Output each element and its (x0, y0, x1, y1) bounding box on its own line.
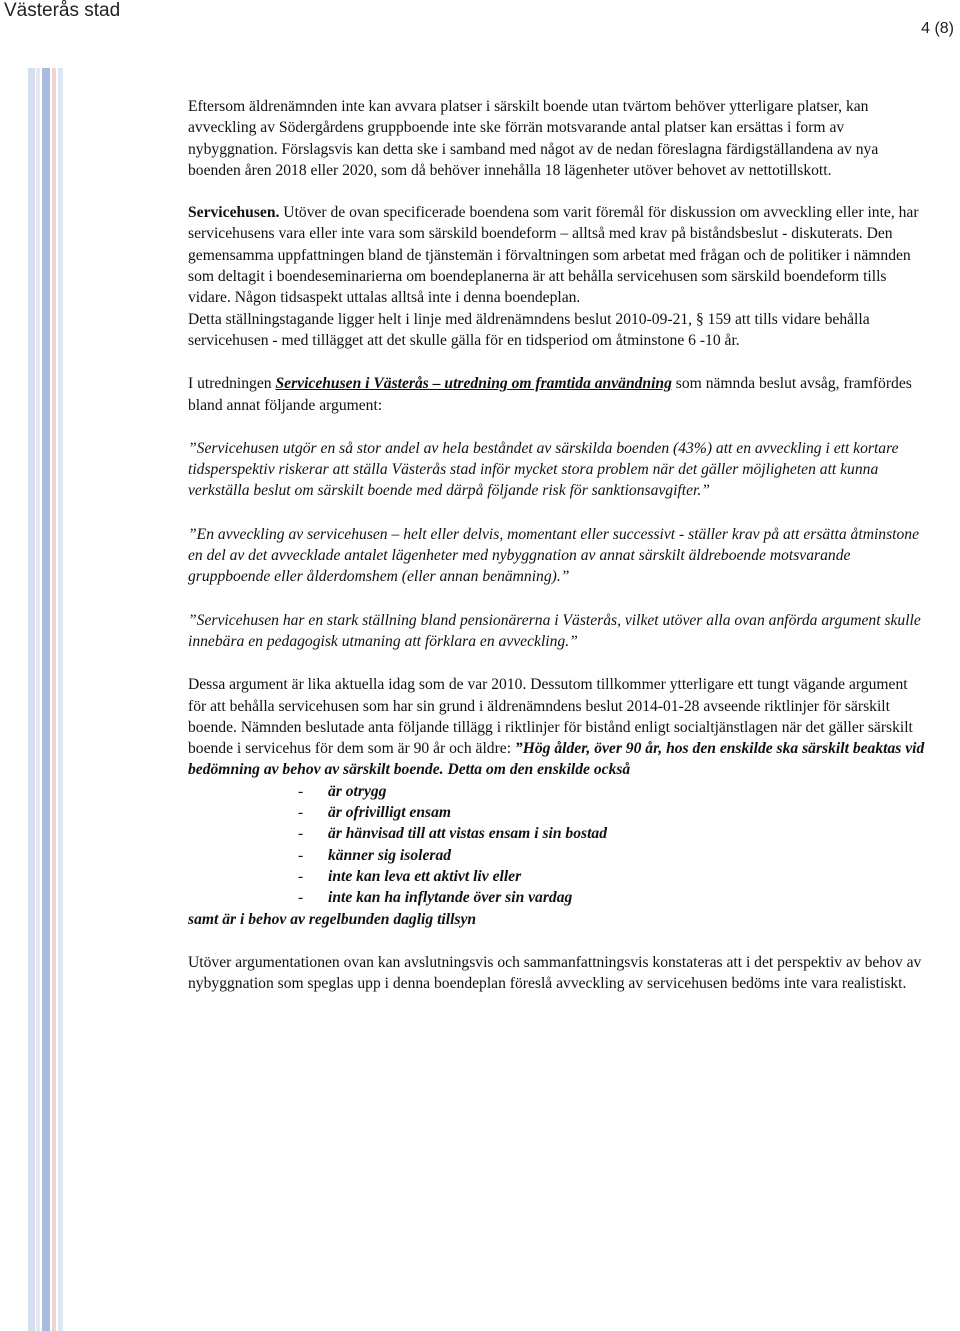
stripe-3 (42, 68, 50, 1331)
stripe-4 (52, 68, 56, 1331)
list-item (298, 781, 928, 802)
paragraph-sodergarden: Eftersom äldrenämnden inte kan avvara platser i särskilt boende utan tvärtom behöver ytterligare platser, kan avveckling av Södergårdens gruppboende inte ske förrän motsvarande antal platser kan ersättas i form av nybyggnation. Förslagsvis kan detta ske i samband med något av de nedan föreslagna färdigställandena av nya boenden åren 2018 eller 2020, som då behöver innehålla 18 lägenheter utöver behovet av nettotillskott. (188, 98, 879, 179)
list-item (298, 845, 928, 866)
paragraph-investigation (188, 373, 928, 416)
list-tail: samt är i behov av regelbunden daglig tillsyn (188, 910, 477, 928)
list-item-text: inte kan ha inflytande över sin vardag (328, 889, 573, 907)
list-dash: - (298, 846, 304, 864)
list-item (298, 823, 928, 844)
list-item (298, 887, 928, 908)
investigation-post: som nämnda beslut avsåg, framfördes bland annat följande argument: (188, 375, 912, 414)
page-number: 4 (8) (921, 20, 954, 37)
paragraph-servicehusen (188, 202, 928, 308)
paragraph-conclusion: Utöver argumentationen ovan kan avslutningsvis och sammanfattningsvis konstateras att i det perspektiv av behov av nybyggnation som speglas upp i denna boendeplan föreslå avveckling av servicehusen bedöms inte vara realistiskt. (188, 953, 922, 993)
quote-1: ”Servicehusen utgör en så stor andel av hela beståndet av särskilda boenden (43%) att en avveckling i ett kortare tidsperspektiv riskerar att ställa Västerås stad inför mycket stora problem när det gäller möjligheten att kunna verkställa beslut om särskilt boende med därpå följande risk för sanktionsavgifter.” (188, 439, 899, 500)
servicehusen-text: Utöver de ovan specificerade boendena som varit föremål för diskussion om avveckling eller inte, har servicehusens vara eller inte vara som särskild boendeform – alltså med krav på biståndsbeslut - diskuterats. Den gemensamma uppfattningen bland de tjänstemän i förvaltningen som arbetat med frågan och de politiker i nämnden som deltagit i boendeseminarierna om boendeplanerna är att behålla servicehusen som särskild boendeform tills vidare. Någon tidsaspekt uttalas alltså inte i denna boendeplan. (188, 204, 919, 307)
list-item (298, 866, 928, 887)
list-item-text: känner sig isolerad (328, 846, 452, 864)
criteria-list (298, 781, 928, 909)
stripe-2 (36, 68, 40, 1331)
list-dash: - (298, 804, 304, 822)
list-item-text: inte kan leva ett aktivt liv eller (328, 867, 522, 885)
list-dash: - (298, 889, 304, 907)
document-body (188, 96, 928, 994)
list-item-text: är otrygg (328, 782, 387, 800)
list-dash: - (298, 825, 304, 843)
investigation-title: Servicehusen i Västerås – utredning om framtida användning (275, 375, 672, 393)
list-dash: - (298, 782, 304, 800)
paragraph-arguments-2010 (188, 674, 928, 780)
arguments-emphasis: ”Hög ålder, över 90 år, hos den enskilde ska särskilt beaktas vid bedömning av behov av särskilt boende. Detta om den enskilde också (188, 740, 925, 779)
quote-2: ”En avveckling av servicehusen – helt eller delvis, momentant eller successivt - ställer krav på att ersätta åtminstone en del av det avvecklade antalet lägenheter med nybyggnation av annat särskilt äldreboende motsvarande gruppboende eller ålderdomshem (eller annan benämning).” (188, 525, 919, 586)
header-org-name: Västerås stad (4, 0, 121, 21)
decorative-side-stripes (28, 68, 68, 1331)
arguments-text: Dessa argument är lika aktuella idag som de var 2010. Dessutom tillkommer ytterligare ett tungt vägande argument för att behålla servicehusen som har sin grund i äldrenämndens beslut 2014-01-28 avseende riktlinjer för särskilt boende. Nämnden beslutade anta följande tillägg i riktlinjer för bistånd enligt socialtjänstlagen när det gäller särskilt boende i servicehus för dem som är 90 år och äldre: (188, 676, 913, 758)
paragraph-decision-2010: Detta ställningstagande ligger helt i linje med äldrenämndens beslut 2010-09-21, § 159 att tills vidare behålla servicehusen - med tillägget att det skulle gälla för en tidsperiod om åtminstone 6 -10 år. (188, 310, 870, 349)
servicehusen-heading: Servicehusen. (188, 204, 280, 222)
quote-3: ”Servicehusen har en stark ställning bland pensionärerna i Västerås, vilket utöver alla ovan anförda argument skulle innebära en pedagogisk utmaning att förklara en avveckling.” (188, 611, 921, 650)
stripe-1 (28, 68, 35, 1331)
list-item (298, 802, 928, 823)
list-item-text: är hänvisad till att vistas ensam i sin bostad (328, 825, 608, 843)
list-dash: - (298, 867, 304, 885)
investigation-pre: I utredningen (188, 375, 276, 393)
stripe-5 (58, 68, 63, 1331)
list-item-text: är ofrivilligt ensam (328, 804, 452, 822)
